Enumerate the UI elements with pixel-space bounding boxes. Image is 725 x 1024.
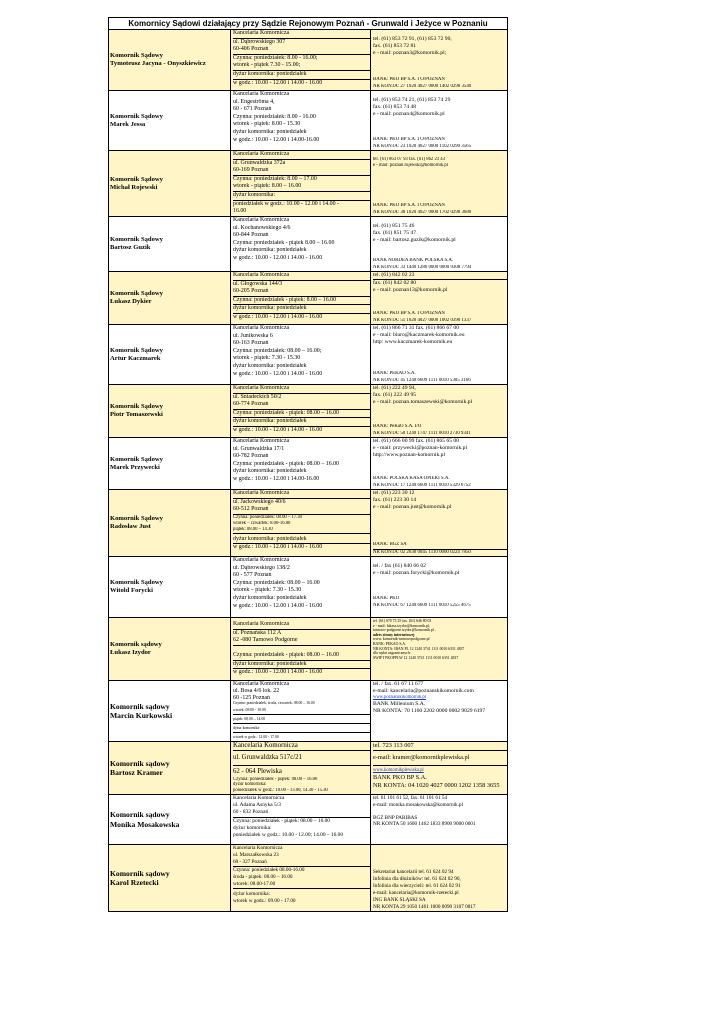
street: ul. Poznańska 112 A [233,629,282,636]
street: ul. Głogowska 144/3 [233,280,283,287]
postal-city: 62 - 064 Plewiska [233,768,282,776]
duty-label: dyżur komornika: [233,724,370,733]
bailiff-title: Komornik sądowy [110,641,162,648]
phone-fax: tel. 61 101 61 52, fax. 61 101 61 54 [373,795,448,801]
email: e-mail: kancelaria@poznanskikomornik.com [373,688,474,694]
bailiff-name-cell [109,325,231,384]
opening-hours: Czynna: poniedziałek - piątek 8.00 – 16.00 [233,239,335,246]
office-label: Kancelaria Komornicza [233,681,290,687]
account-number: NR KONTA: 70 1160 2202 0000 0002 9029 6197 [373,708,486,714]
contact-cell [371,30,507,90]
account-number: NR KONTA 50 1600 1462 1833 8900 9000 0001 [373,821,476,828]
account-number: NR KONTA: IBAN PL 12 1240 3741 1111 0010 6351 4837 [373,646,465,651]
contact-cell [371,795,507,844]
postal-city: 60 -125 Poznań [233,694,270,701]
office-address-cell [231,557,371,617]
bailiff-title: Komornik Sądowy [110,579,163,586]
opening-hours: Czynna: poniedziałek: 8.00 - 16.00; [233,54,318,61]
bank-name: BANK: PKO BP S.A. I O/POZNAŃ [373,311,445,316]
bank-name: BGŻ BNP PARIBAS [373,814,418,821]
duty-label: dyżur komornika: poniedziałek [233,128,307,135]
table-row [109,557,507,618]
bailiff-title: Komornik Sądowy [110,515,163,522]
duty-hours: w godz.: 10.00 - 12.00 i 14.00 - 16.00 [233,602,323,609]
bailiff-name-cell [109,845,231,911]
email: e-mail: monika.mosakowska@komornik.pl [373,801,463,808]
bailiff-name-cell [109,91,231,150]
email: e - mail: poznan4@komornik.pl [373,111,445,117]
contact-cell [371,91,507,150]
bailiff-name: Karol Rzetecki [110,878,159,887]
duty-label: dyżur komornika: poniedziałek [233,71,370,80]
bailiff-name-cell [109,30,231,90]
bank-name: BANK: BGŻ SA [373,542,507,550]
opening-hours: wtorek - piątek: 7.30 - 15.30 [233,355,301,362]
opening-hours: Czynna: poniedziałek - piątek: 08.00 – 16.00 [233,460,340,467]
opening-hours: Czynna: poniedziałek: 08.00 – 16.00; [233,347,322,354]
postal-city: 60-844 Poznań [233,232,269,239]
secretariat-phone: Sekretariat kancelarii tel. 61 624 02 94 [373,869,454,875]
website: http: www.kaczmarek-komornik.eu [373,339,453,345]
table-row [109,151,507,217]
phone: tel. (61) 851 75 46 [373,223,415,229]
office-label: Kancelaria Komornicza [233,845,283,851]
bailiff-name: Marek Jessa [110,120,146,128]
street: ul. Dąbrowskiego 138/2 [233,564,290,571]
account-number: NR KONTA 29 1050 1461 1000 0090 3107 0817 [373,904,476,910]
office-address-cell [231,272,371,324]
fax: fax. (61) 223 30 14 [373,497,417,503]
bailiff-title: Komornik Sądowy [110,403,163,410]
email: e - mail: poznan3@komornik.pl; [373,50,447,56]
postal-city: 60-205 Poznań [233,288,370,297]
fax: fax. (61) 851 75 47 [373,230,417,236]
website-link[interactable]: www.komornikplewiska.pl [373,768,424,773]
opening-hours: Czynna: poniedziałek: 8.00 - 16.00 [233,113,316,120]
phone-fax: tel. (61) 670 73 25 fax. (61) 646 80 03 [373,619,432,623]
office-label: Kancelaria Komornicza [233,795,285,801]
office-address-cell [231,151,371,216]
account-number: NR KONTA: 67 1240 6609 1111 0010 5255 4675 [373,602,471,608]
bailiff-name-cell [109,795,231,844]
duty-hours: w godz.: 10.00 - 12.00 i 14.00-16.00 [233,136,320,143]
table-row [109,217,507,272]
duty-label: dyżur komornika: [233,891,271,897]
account-number: NR KONTA: 51 1020 4027 0000 1002 0390 1337 [373,317,472,323]
bailiff-name-cell [109,742,231,794]
phone: tel. (61) 853 74 21, (61) 853 74 29 [373,97,451,103]
table-row [109,385,507,438]
table-row [109,490,507,557]
office-label: Kancelaria Komornicza [233,385,370,394]
street: ul. Marszałkowska 23 [233,852,279,858]
contact-cell [371,845,507,911]
account-number: NR KONTA: 04 1020 4027 0000 1202 1358 3655 [373,782,500,789]
swift-account: SWIFT PKOPPLW 12 1240 3741 1111 0010 6351 4837 [373,655,459,660]
creditor-hotline: Infolinia dla wierzycieli: tel. 61 624 02 91 [373,883,461,889]
table-row [109,845,507,911]
email: e - mail: bartosz.guzik@komornik.pl [373,237,456,243]
phone: tel. (61) 222 49 94, [373,385,416,391]
bank-name: BANK: PEKAO S.A. [373,641,407,646]
phone: tel. (61) 842 02 23 [373,272,507,280]
postal-city: 60 - 577 Poznań [233,572,272,579]
bailiff-name-cell [109,217,231,271]
bank-name: BANK: PEKAO S.A. [373,371,416,376]
office-address-cell [231,325,371,384]
email: e-mail: kramer@komornikplewiska.pl [373,751,507,766]
contact-cell [371,490,507,556]
duty-hours: poniedziałek w godz.: 10.00 - 13.00, 14.30 - 15.30 [233,788,328,794]
duty-label: dyżur komornika: [233,192,370,201]
bailiff-name-cell [109,438,231,489]
bailiff-title: Komornik Sądowy [110,236,163,243]
email: e - mail: poznan.tomaszewski@komornik.pl [373,399,473,405]
opening-hours: wtorek - piątek: 8.00 - 15.30 [233,121,301,128]
duty-label: dyżur komornika: poniedziałek [233,418,370,427]
duty-label: dyżur komornika: poniedziałek [233,536,370,545]
bailiff-name: Łukasz Dykier [110,298,152,305]
postal-city: 60 - 832 Poznań [233,809,370,817]
bailiff-name-cell [109,151,231,216]
street: ul. Grunwaldzka 17/1 [233,445,285,452]
website: www. komornik-tarnowopodgorne.pl [373,637,430,642]
contact-cell [371,557,507,617]
office-label: Kancelaria Komornicza [233,272,370,281]
postal-city: 60-774 Poznań [233,401,370,410]
office-address-cell [231,845,371,911]
bank-name: BANK: POLSKA KASA OPIEKI S.A. [373,476,450,481]
duty-hours: w godz.: 10.00 - 12.00 i 14.00 - 16.00 [233,79,323,86]
table-row [109,325,507,385]
office-address-cell [231,217,371,271]
bailiff-title: Komornik sądowy [110,810,170,819]
duty-hours: wtorek w godz.: 12.00 - 17.00 [233,734,279,739]
street: ul. Engeströma 4, [233,98,275,105]
bailiff-title: Komornik sądowy [110,758,170,768]
bailiff-name: Tymoteusz Jacyna - Onyszkiewicz [110,60,206,67]
office-address-cell [231,385,371,437]
account-number: NR KONTA: 23 1020 4027 0000 1102 0290 3565 [373,143,472,149]
opening-hours: wtorek: 08.00 - 18.00 [233,706,370,715]
contact-cell [371,217,507,271]
bank-name: BANK: PKO BP S.A. I O/POZNAŃ [373,203,445,208]
bailiff-title: Komornik Sądowy [110,455,163,463]
bailiff-name: Marcin Kurkowski [110,711,173,720]
office-address-cell [231,438,371,489]
opening-hours: środa - piątek: 08.00 – 16.00 [233,874,293,880]
account-number: NR KONTA: 17 1240 6609 1111 0010 5329 6752 [373,482,471,488]
table-row [109,795,507,845]
office-label: Kancelaria Komornicza [233,91,290,97]
street: ul. Grunwaldzka 372a [233,159,286,166]
contact-cell [371,438,507,489]
account-number: NR KONTA: 33 1440 1286 0000 0000 0308 7794 [373,264,472,270]
office-address-cell [231,91,371,150]
document-title: Komornicy Sądowi działający przy Sądzie Rejonowym Poznań - Grunwald i Jeżyce w Poznaniu [109,18,507,30]
postal-city: 60-406 Poznań [233,46,370,55]
postal-city: 60 - 671 Poznań [233,106,272,113]
postal-city: 60 - 327 Poznań [233,859,370,867]
opening-hours: wtorek – czwartek: 8.00-16.00 [233,520,291,526]
account-number: NR KONTA: 45 1240 6609 1111 0010 5305 3166 [373,377,471,383]
contact-cell [371,618,507,680]
account-number: NR KONTA: 02 2030 0045 1110 0000 0224 7850 [373,549,471,555]
bailiff-name: Marek Przywecki [110,463,160,471]
opening-hours: wtorek: 08.00-17.00 [233,881,370,889]
table-row [109,618,507,681]
bank-name: BANK: PKO BP S.A. I O/POZNAŃ [373,137,445,142]
duty-hours: w godz.: 10.00 - 12.00 i 14.00 - 16.00 [233,544,323,551]
contact-cell [371,151,507,216]
office-label: Kancelaria Komornicza [233,742,370,751]
bailiff-title: Komornik Sądowy [110,112,163,120]
email: e - mail: poznan.rojewski@komornik.pl [373,163,449,168]
foreign-payments-label: dla wpłat zagranicznych: [373,651,411,656]
opening-hours: Czynna: poniedziałek - piątek: 08.00 – 16.00 [233,410,370,419]
duty-hours: 16.00 [233,208,247,215]
bailiff-name-cell [109,385,231,437]
debtor-hotline: Infolinia dla dłużników: tel. 61 624 02 90, [373,876,461,882]
bank-name: BANK Millenium S.A. [373,701,426,707]
duty-label: dyżur komornika: [233,824,272,831]
website-label: adres strony internetowej [373,632,415,637]
bailiff-name-cell [109,272,231,324]
street: ul. Grunwaldzka 517c/21 [233,751,370,766]
email: tarnowo-podgorne.izydor@komornik.pl , [373,628,436,633]
opening-hours: Czynna: poniedziałek: 08.00 – 17.30 [233,514,302,520]
bailiff-title: Komornik Sądowy [110,175,163,183]
account-number: NR KONTA: 27 1020 4027 0000 1402 0290 3540 [373,83,472,89]
office-address-cell [231,742,371,794]
street: ul. Bosa 4/6 lok. 22 [233,687,280,694]
website: http://www.poznan-komornik.pl [373,452,446,458]
duty-label: dyżur komornika: poniedziałek [233,468,307,475]
opening-hours: Czynna: poniedziałek - piątek: 08.00 – 16.00 [233,652,370,661]
office-address-cell [231,490,371,556]
account-number: NR KONTA: 38 1020 4027 0000 1702 0290 3680 [373,209,472,215]
bailiff-name: Piotr Tomaszewski [110,411,163,418]
phone-fax: tel. / fax. 61 67 11 677 [373,681,424,687]
email: e - mail: poznan13@komornik.pl [373,287,448,293]
phone-fax: tel. (61) 863 07 93 fax. (61) 862 23 43 [373,157,445,162]
postal-city: 60-512 Poznań [233,506,370,515]
phone: tel. 723 113 007 [373,742,507,751]
bailiff-name-cell [109,618,231,680]
postal-city: 62 -080 Tarnowo Podgórne [233,637,370,646]
office-label: Kancelaria Komornicza [233,217,290,223]
opening-hours: Czynna: poniedziałek - piątek: 8.00 – 16.00 [233,297,370,306]
phone: tel. (61) 853 72 91, (61) 853 72 90, [373,36,452,42]
street: ul. Dąbrowskiego 307 [233,38,286,45]
office-label: Kancelaria Komornicza [233,490,370,499]
email: e - mail: poznan.just@komornik.pl [373,504,452,510]
duty-label: dyżur komornika: poniedziałek [233,594,307,601]
email: e - mail: biuro@kaczmarek-komornik.eu [373,332,465,338]
fax: fax. (61) 853 72 81 [373,43,417,49]
phone-fax: tel. / fax (61) 840 66 02 [373,563,426,569]
opening-hours: Czynna: poniedziałek: 08.00 – 16.00 [233,579,320,586]
office-label: Kancelaria Komornicza [233,621,370,630]
duty-hours: w godz.: 10.00 - 12.00 i 14.00 - 16.00 [233,254,323,261]
contact-cell [371,385,507,437]
bailiff-name: Łukasz Izydor [110,649,151,656]
duty-hours: poniedziałek w godz.: 10.00 - 12.00 i 14.00 - [233,200,340,207]
contact-cell [371,681,507,741]
office-address-cell [231,618,371,680]
street: ul. Śniadeckich 50/2 [233,393,282,400]
bailiff-directory-table [108,17,508,912]
duty-label: dyżur komornika: poniedziałek [233,362,307,369]
postal-city: 60-782 Poznań [233,453,269,460]
duty-hours: w godz.: 10.00 - 12.00 i 14.00-16.00 [233,475,320,482]
postal-city: 60-163 Poznań [233,340,269,347]
bank-name: BANK: PKO BP S.A. I O/POZNAŃ [373,77,445,82]
table-row [109,272,507,325]
opening-hours: wtorek - piątek: 8.00 – 16.00 [233,183,370,192]
opening-hours: Czynna: poniedziałek 08.00-16.00 [233,867,305,873]
duty-hours: poniedziałek w godz.: 10.00 - 12.00; 14.00 – 16.00 [233,832,344,839]
bailiff-title: Komornik Sądowy [110,346,163,354]
duty-hours: w godz.: 10.00 - 12.00 i 14.00 - 16.00 [233,370,323,377]
fax: fax. (61) 842 02 80 [373,280,417,286]
table-row [109,681,507,742]
fax: fax. (61) 853 74 48 [373,104,417,110]
duty-hours: wtorek w godz.: 09.00 - 17.00 [233,898,296,904]
opening-hours: wtorek – piątek: 7.30 - 15.30 [233,587,302,594]
bailiff-name: Bartosz Kramer [110,768,163,777]
duty-label: dyżur komornika: poniedziałek [233,247,307,254]
email: e - mail: poznan.forycki@komornik.pl [373,570,460,576]
duty-hours: w godz.: 10.00 - 12.00 i 14.00 - 16.00 [233,669,323,676]
duty-label: dyżur komornika: poniedziałek [233,661,370,670]
office-address-cell [231,795,371,844]
bank-name: BANK PKO BP S.A. [373,774,427,781]
office-address-cell [231,30,371,90]
opening-hours: Czynna: poniedziałek, środa, czwartek: 08.00 – 16.00 [233,701,315,706]
table-row [109,438,507,490]
opening-hours: wtorek - piątek 7.30 - 15.00; [233,62,370,71]
contact-cell [371,742,507,794]
duty-label: dyżur komornika: poniedziałek [233,305,370,314]
opening-hours: piątek: 08.00 – 14.30 [233,527,370,534]
street: ul. Adama Asnyka 5/3 [233,802,281,809]
account-number: NR KONTA: 50 1240 1747 1111 0010 2730 9341 [373,430,471,436]
office-label: Kancelaria Komornicza [233,557,290,563]
email: e - mail: lukasz.izydor@komornik.pl, [373,623,431,628]
office-label: Kancelaria Komornicza [233,30,370,39]
bailiff-title: Komornik sądowy [110,868,170,878]
table-row [109,742,507,795]
bailiff-name: Bartosz Guzik [110,244,151,251]
office-label: Kancelaria Komornicza [233,438,290,444]
bailiff-name: Monika Mosakowska [110,819,180,829]
contact-cell [371,325,507,384]
office-address-cell [231,681,371,741]
duty-hours: w godz.: 10.00 - 12.00 i 14.00 - 16.00 [233,313,323,320]
phone: tel. (61) 223 30 12 [373,490,415,496]
email: e-mail: kancelaria@komornik-rzetecki.pl [373,890,459,896]
website-link[interactable]: www.poznanskikomornik.pl [373,695,427,700]
bailiff-title: Komornik sądowy [110,701,170,711]
street: ul. Jackowskiego 40/6 [233,498,286,505]
street: ul. Junikowska 6 [233,332,273,339]
bank-name: BANK NORDEA BANK POLSKA S.A. [373,258,454,263]
bailiff-title: Komornik Sądowy [110,52,163,59]
bailiff-name-cell [109,557,231,617]
postal-city: 60-169 Poznań [233,167,370,176]
table-row [109,30,507,91]
office-label: Kancelaria Komornicza [233,325,290,331]
bailiff-title: Komornik Sądowy [110,290,163,297]
bank-name: BANK: PeKaO S.A. I/O [373,424,422,429]
bailiff-name-cell [109,490,231,556]
bailiff-name-cell [109,681,231,741]
duty-hours: w godz.: 10.00 - 12.00 i 14.00 - 16.00 [233,426,323,433]
opening-hours: Czynna: poniedziałek - piątek: 08.00 – 16.00 [233,776,318,782]
bank-name: BANK: PKO [373,596,400,601]
bailiff-name: Artur Kaczmarek [110,354,161,362]
contact-cell [371,272,507,324]
office-label: Kancelaria Komornicza [233,151,370,160]
table-row [109,91,507,151]
bailiff-name: Michał Rojewski [110,183,158,191]
email: e - mail: przywecki@poznan-komornik.pl [373,445,468,451]
bank-name: ING BANK ŚLĄSKI SA [373,897,426,903]
opening-hours: Czynna: poniedziałek: 8.00 – 17.00 [233,175,317,182]
duty-label: dyżur komornika: [233,782,267,788]
phone-fax: tel. (61) 866 71 31 fax. (61) 866 67 00 [373,325,459,331]
phone-fax: tel. (61) 666 00 99 fax. (61) 865 65 00 [373,438,459,444]
fax: fax. (61) 222 49 95 [373,392,417,398]
bailiff-name: Radosław Just [110,523,151,530]
bailiff-name: Witold Forycki [110,587,153,594]
street: ul. Kochanowskiego 4/6 [233,224,291,231]
opening-hours: Czynna: poniedziałek - piątek: 08.00 – 16.00 [233,817,331,824]
opening-hours: piątek: 08.00 – 14.00 [233,715,370,724]
